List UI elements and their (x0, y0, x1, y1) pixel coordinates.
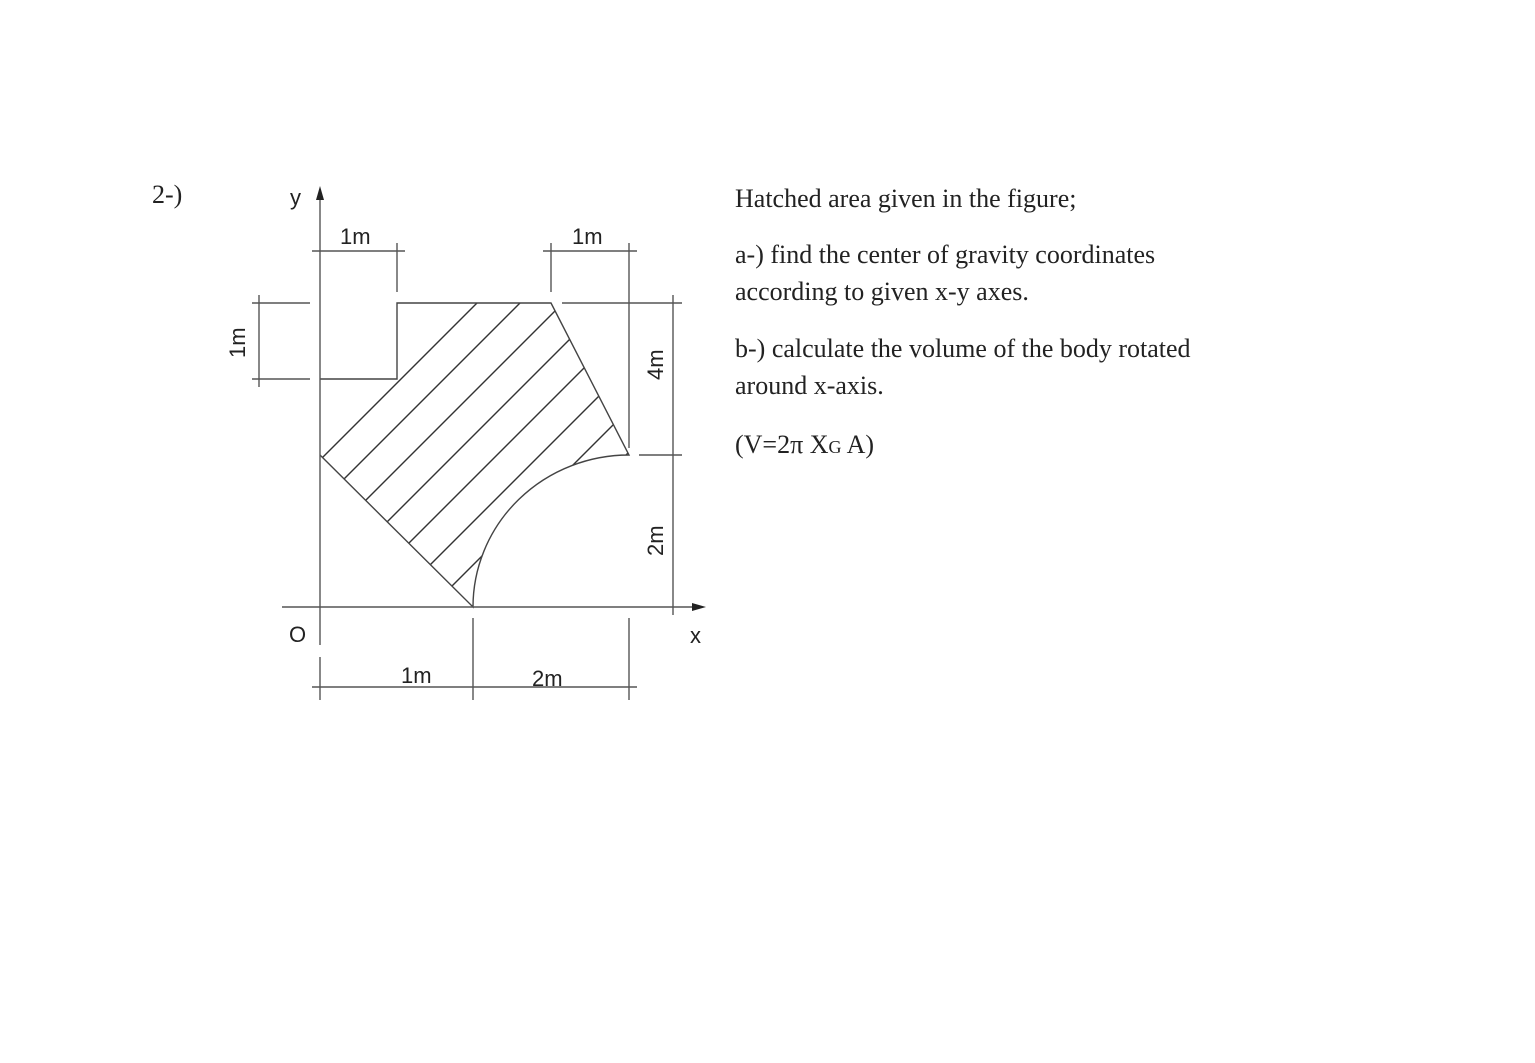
origin-label: O (289, 622, 307, 647)
dim-bottom-right: 2m (532, 666, 563, 691)
y-axis-arrow (316, 186, 324, 200)
x-axis-arrow (692, 603, 706, 611)
dim-right-upper: 4m (643, 349, 668, 380)
dim-bottom-left: 1m (401, 663, 432, 688)
formula-suffix: A) (841, 430, 875, 459)
x-axis-label: x (690, 623, 701, 648)
dim-left: 1m (225, 327, 250, 358)
formula (735, 426, 874, 466)
formula-prefix: (V=2π X (735, 430, 829, 459)
dim-top-left: 1m (340, 224, 371, 249)
part-a-line1: a-) find the center of gravity coordinates (735, 240, 1156, 269)
y-axis-label: y (290, 185, 301, 210)
dim-top-right: 1m (572, 224, 603, 249)
intro-text: Hatched area given in the figure; (735, 184, 1077, 213)
part-b-line1: b-) calculate the volume of the body rotated (735, 334, 1191, 363)
formula-subscript: G (828, 437, 842, 457)
part-a-line2: according to given x-y axes. (735, 277, 1029, 306)
problem-number: 2-) (152, 180, 183, 209)
part-b-line2: around x-axis. (735, 371, 884, 400)
dim-right-lower: 2m (643, 525, 668, 556)
